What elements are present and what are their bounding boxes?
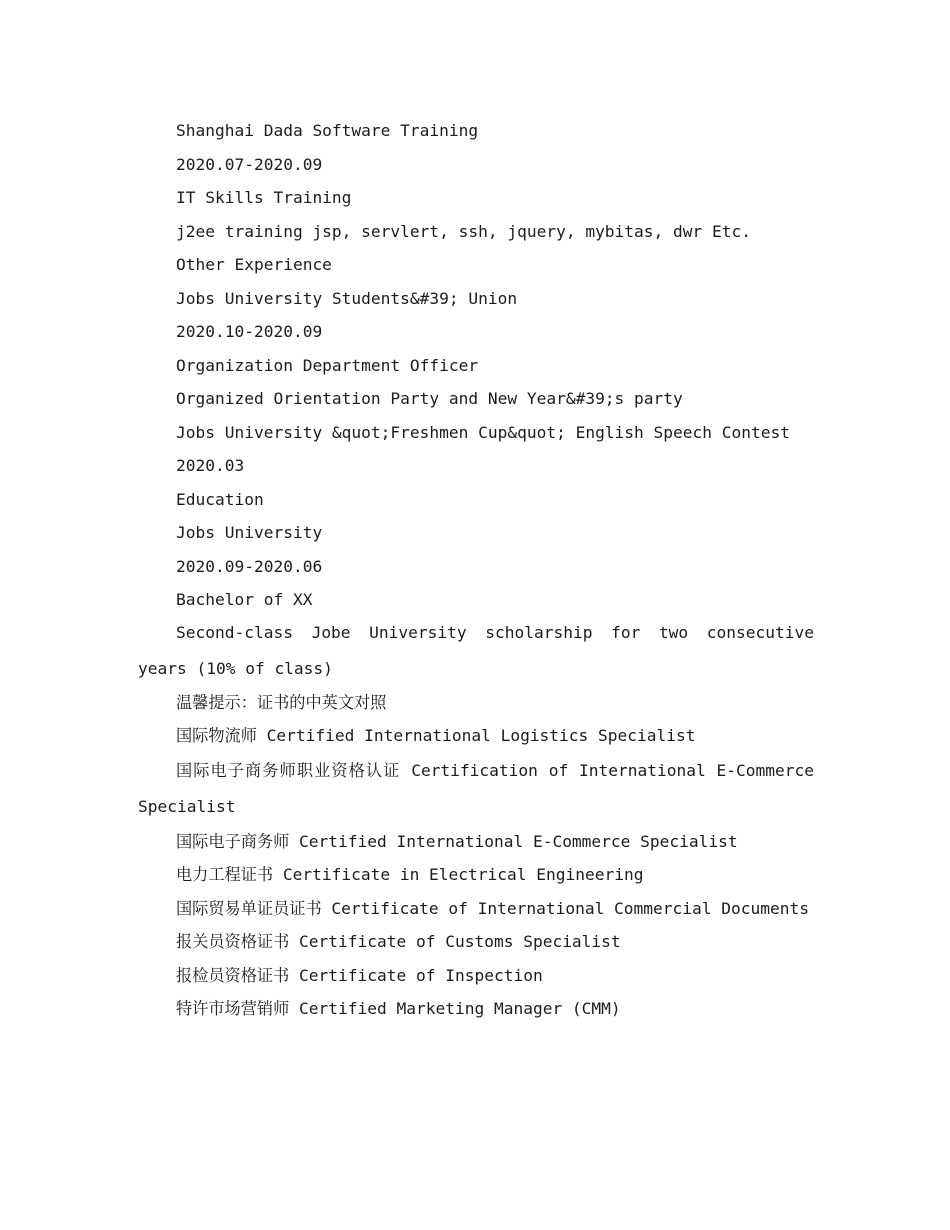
certificate-item: 电力工程证书 Certificate in Electrical Engineering [176,865,644,884]
certificate-item: 国际电子商务师 Certified International E-Commerce Specialist [176,831,738,851]
section-heading-education: Education [176,489,264,509]
certificate-item: 国际贸易单证员证书 Certificate of International Commercial Documents [176,898,809,918]
certificate-item: 特许市场营销师 Certified Marketing Manager (CMM) [176,999,621,1018]
training-dates: 2020.07-2020.09 [176,154,323,174]
training-title: IT Skills Training [176,188,352,207]
training-description: j2ee training jsp, servlert, ssh, jquery, mybitas, dwr Etc. [176,221,751,241]
education-dates: 2020.09-2020.06 [176,556,323,576]
award-title: Jobs University &quot;Freshmen Cup&quot; English Speech Contest [176,422,790,442]
certificate-tip-heading: 温馨提示：证书的中英文对照 [176,692,387,712]
experience-description: Organized Orientation Party and New Year&#39;s party [176,389,683,408]
training-institution: Shanghai Dada Software Training [176,121,479,140]
certificate-item: 报关员资格证书 Certificate of Customs Specialist [176,932,621,951]
education-institution: Jobs University [176,523,323,542]
certificate-item: 国际电子商务师职业资格认证 Certification of International E-Commerce Specialist [138,760,814,816]
certificate-item: 国际物流师 Certified International Logistics Specialist [176,726,696,745]
experience-organization: Jobs University Students&#39; Union [176,288,518,308]
certificate-item: 报检员资格证书 Certificate of Inspection [176,965,543,985]
education-scholarship: Second-class Jobe University scholarship for two consecutive years (10% of class) [138,622,814,678]
document-body [138,114,814,1026]
experience-dates: 2020.10-2020.09 [176,322,323,341]
experience-role: Organization Department Officer [176,355,479,375]
award-date: 2020.03 [176,456,245,475]
section-heading-other-experience: Other Experience [176,255,332,274]
education-degree: Bachelor of XX [176,590,313,609]
